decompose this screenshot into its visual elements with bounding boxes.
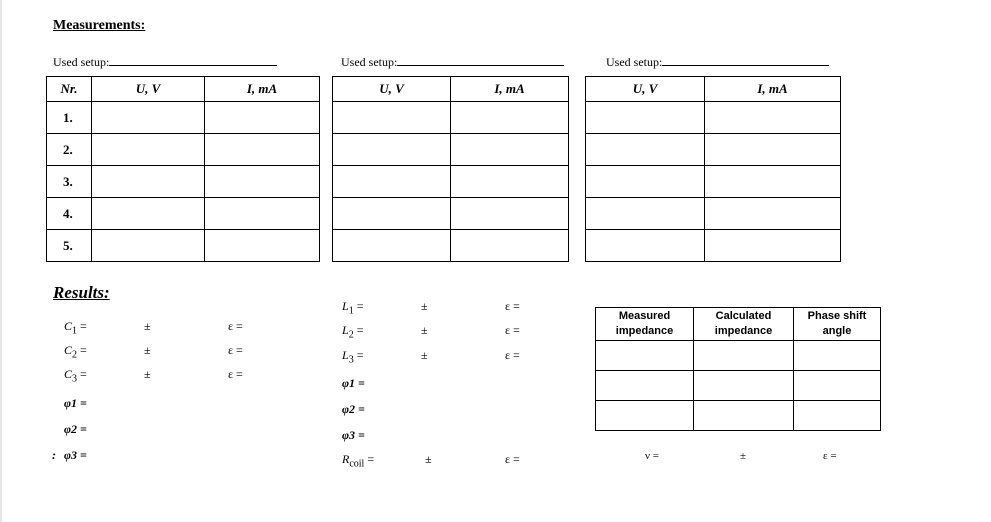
header-current: I, mA xyxy=(705,77,841,102)
c2-epsilon: ε = xyxy=(228,343,243,357)
measurement-table-3 xyxy=(585,76,841,262)
rcoil-label: $R_{coil}$ = xyxy=(342,452,375,470)
table-row xyxy=(333,134,569,166)
row-number: 3. xyxy=(47,166,92,198)
rcoil-plus-minus: ± xyxy=(425,452,432,466)
phi1-label-mid: φ1 = xyxy=(342,376,365,390)
used-setup-1: Used setup: xyxy=(53,53,277,70)
nu-epsilon: ε = xyxy=(823,450,837,462)
nu-plus-minus: ± xyxy=(740,450,747,462)
l3-label: $L_3$ = xyxy=(342,348,364,366)
header-nr: Nr. xyxy=(47,77,92,102)
table-row xyxy=(47,230,320,262)
table-cell[interactable] xyxy=(694,401,794,431)
table-cell[interactable] xyxy=(451,134,569,166)
table-cell[interactable] xyxy=(596,371,694,401)
table-cell[interactable] xyxy=(333,166,451,198)
c3-epsilon: ε = xyxy=(228,367,243,381)
table-cell[interactable] xyxy=(794,341,881,371)
table-row xyxy=(47,134,320,166)
table-cell[interactable] xyxy=(205,102,320,134)
header-voltage: U, V xyxy=(333,77,451,102)
setup-blank-line[interactable] xyxy=(397,53,564,66)
table-cell[interactable] xyxy=(586,198,705,230)
table-cell[interactable] xyxy=(794,371,881,401)
table-cell[interactable] xyxy=(451,230,569,262)
table-row xyxy=(596,341,881,371)
c2-label: $C_2$ = xyxy=(64,343,87,361)
c3-label: $C_3$ = xyxy=(64,367,87,385)
used-setup-2: Used setup: xyxy=(341,53,564,70)
l3-plus-minus: ± xyxy=(421,348,428,362)
header-voltage: U, V xyxy=(92,77,205,102)
measurement-table-1 xyxy=(46,76,320,262)
phi2-label-mid: φ2 = xyxy=(342,402,365,416)
table-row xyxy=(333,198,569,230)
table-cell[interactable] xyxy=(586,134,705,166)
row-number: 2. xyxy=(47,134,92,166)
l1-plus-minus: ± xyxy=(421,299,428,313)
header-calculated-impedance: Calculated impedance xyxy=(694,308,794,341)
table-cell[interactable] xyxy=(705,198,841,230)
l3-epsilon: ε = xyxy=(505,348,520,362)
nu-label: ν = xyxy=(645,450,659,462)
table-row xyxy=(333,102,569,134)
table-row xyxy=(333,166,569,198)
c1-epsilon: ε = xyxy=(228,319,243,333)
table-row xyxy=(596,401,881,431)
l1-label: $L_1$ = xyxy=(342,299,364,317)
table-cell[interactable] xyxy=(586,166,705,198)
table-cell[interactable] xyxy=(596,341,694,371)
measurement-table-2 xyxy=(332,76,569,262)
header-current: I, mA xyxy=(451,77,569,102)
phi2-label: φ2 = xyxy=(64,422,87,436)
table-cell[interactable] xyxy=(705,166,841,198)
table-row xyxy=(47,198,320,230)
phi3-label-mid: φ3 = xyxy=(342,428,365,442)
table-cell[interactable] xyxy=(586,230,705,262)
table-row xyxy=(596,371,881,401)
setup-blank-line[interactable] xyxy=(109,53,277,66)
c2-plus-minus: ± xyxy=(144,343,151,357)
setup-blank-line[interactable] xyxy=(662,53,829,66)
table-cell[interactable] xyxy=(333,102,451,134)
table-cell[interactable] xyxy=(705,102,841,134)
table-cell[interactable] xyxy=(586,102,705,134)
table-cell[interactable] xyxy=(451,166,569,198)
used-setup-3: Used setup: xyxy=(606,53,829,70)
table-cell[interactable] xyxy=(92,166,205,198)
table-cell[interactable] xyxy=(205,198,320,230)
table-row xyxy=(586,230,841,262)
table-cell[interactable] xyxy=(705,134,841,166)
l2-label: $L_2$ = xyxy=(342,323,364,341)
header-voltage: U, V xyxy=(586,77,705,102)
table-cell[interactable] xyxy=(596,401,694,431)
header-current: I, mA xyxy=(205,77,320,102)
table-cell[interactable] xyxy=(451,102,569,134)
table-row xyxy=(586,198,841,230)
table-cell[interactable] xyxy=(705,230,841,262)
row-number: 4. xyxy=(47,198,92,230)
l2-epsilon: ε = xyxy=(505,323,520,337)
table-row xyxy=(586,134,841,166)
table-row xyxy=(333,230,569,262)
table-row xyxy=(586,166,841,198)
table-cell[interactable] xyxy=(92,102,205,134)
page-left-border xyxy=(0,0,2,522)
l2-plus-minus: ± xyxy=(421,323,428,337)
table-cell[interactable] xyxy=(92,230,205,262)
phi3-label: φ3 = xyxy=(64,448,87,462)
table-cell[interactable] xyxy=(333,198,451,230)
row-number: 5. xyxy=(47,230,92,262)
results-title: Results: xyxy=(53,283,110,302)
impedance-table xyxy=(595,307,881,431)
c1-label: $C_1$ = xyxy=(64,319,87,337)
measurements-title: Measurements: xyxy=(53,18,146,33)
table-cell[interactable] xyxy=(92,134,205,166)
table-cell[interactable] xyxy=(92,198,205,230)
table-cell[interactable] xyxy=(694,371,794,401)
table-row xyxy=(47,102,320,134)
phi3-bullet: : xyxy=(52,448,56,462)
table-row xyxy=(586,102,841,134)
header-measured-impedance: Measured impedance xyxy=(596,308,694,341)
c3-plus-minus: ± xyxy=(144,367,151,381)
rcoil-epsilon: ε = xyxy=(505,452,520,466)
table-cell[interactable] xyxy=(333,230,451,262)
table-cell[interactable] xyxy=(694,341,794,371)
l1-epsilon: ε = xyxy=(505,299,520,313)
phi1-label: φ1 = xyxy=(64,396,87,410)
table-cell[interactable] xyxy=(794,401,881,431)
table-cell[interactable] xyxy=(205,166,320,198)
table-row xyxy=(47,166,320,198)
table-cell[interactable] xyxy=(205,230,320,262)
table-cell[interactable] xyxy=(205,134,320,166)
header-phase-shift-angle: Phase shift angle xyxy=(794,308,881,341)
table-cell[interactable] xyxy=(333,134,451,166)
table-cell[interactable] xyxy=(451,198,569,230)
row-number: 1. xyxy=(47,102,92,134)
c1-plus-minus: ± xyxy=(144,319,151,333)
